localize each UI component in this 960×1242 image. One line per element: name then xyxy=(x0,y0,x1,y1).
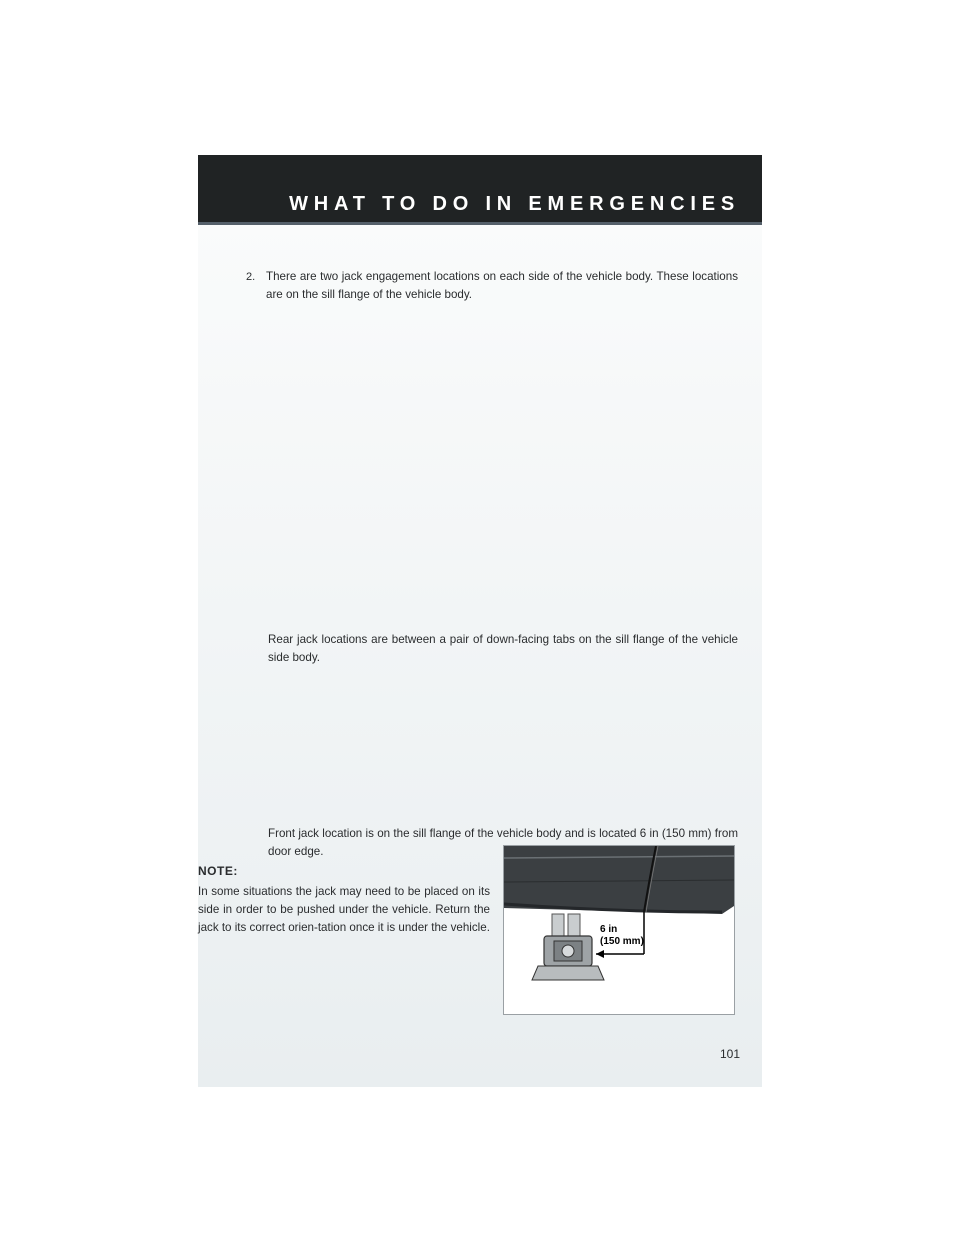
figure-label-mm: (150 mm) xyxy=(600,936,644,947)
jack-post-left xyxy=(552,914,564,936)
step-2 xyxy=(246,268,738,304)
dimension-arrowhead xyxy=(596,950,604,958)
front-jack-location-figure xyxy=(503,845,735,1015)
note-text: In some situations the jack may need to be placed on its side in order to be pushed under the vehicle. Return the jack to its correct orien-tation once it is under the vehicle. xyxy=(198,885,490,934)
step-text: There are two jack engagement locations on each side of the vehicle body. These locations are on the sill flange of the vehicle body. xyxy=(266,270,738,301)
figure-label-inches: 6 in xyxy=(600,924,618,935)
header-rule xyxy=(198,222,762,225)
jack-base xyxy=(532,966,604,980)
note-title: NOTE: xyxy=(198,864,238,878)
front-jack-paragraph: Front jack location is on the sill flange of the vehicle body and is located 6 in (150 mm) from door edge. xyxy=(268,827,738,858)
page-number: 101 xyxy=(720,1047,741,1061)
section-title: WHAT TO DO IN EMERGENCIES xyxy=(289,193,740,215)
step-number: 2. xyxy=(246,271,256,283)
jack-screw xyxy=(562,945,574,957)
manual-page xyxy=(198,155,762,1087)
rear-jack-paragraph: Rear jack locations are between a pair of down-facing tabs on the sill flange of the vehicle side body. xyxy=(268,633,738,664)
jack-post-right xyxy=(568,914,580,936)
jack-illustration xyxy=(504,846,734,1014)
section-header xyxy=(198,155,762,225)
